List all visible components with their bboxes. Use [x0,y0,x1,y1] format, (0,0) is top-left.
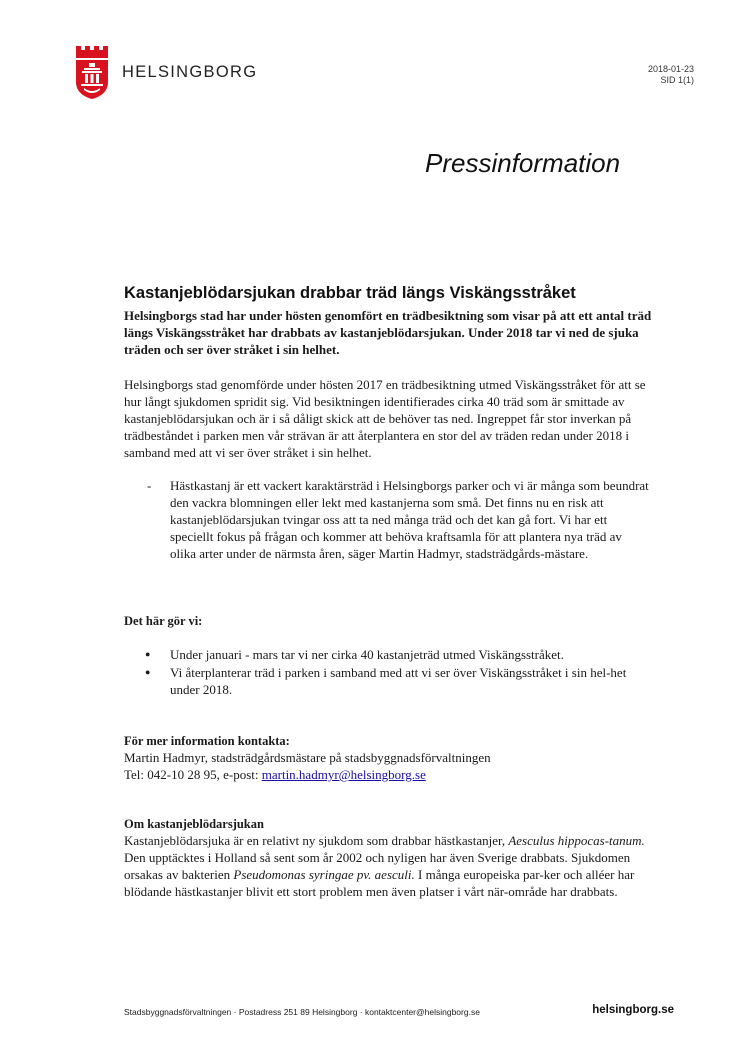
quote-dash: - [147,478,152,493]
about-latin-2: Pseudomonas syringae pv. aesculi. [233,867,415,882]
contact-phone-email [124,766,426,783]
contact-phone: Tel: 042-10 28 95, e-post: [124,767,262,782]
article-quote: Hästkastanj är ett vackert karaktärsträd i Helsingborgs parker och vi är många som beundrat den vackra blomningen eller lekt med kastanjerna som små. Det finns nu en risk att kastanjeblödarsjukan tvingar oss att ta ned många träd och det kan gå fort. Vi har ett speciellt fokus på frågan och kommer att behöva kraftsamla för att plantera nya träd av olika arter under de närmsta åren, säger Martin Hadmyr, stadsträdgårds-mästare. [170,478,649,561]
about-heading: Om kastanjeblödarsjukan [124,817,264,831]
document-meta [648,64,694,86]
contact-heading: För mer information kontakta: [124,734,290,748]
article-body-paragraph: Helsingborgs stad genomförde under hösten 2017 en trädbesiktning utmed Viskängsstråket för att se hur långt sjukdomen spridit sig. Vid besiktningen identifierades cirka 40 träd som är smittade av kastanjeblödarsjukan och är i så dåligt skick att de behöver tas ned. Ingreppet får stor inverkan på trädbeståndet i parken men vår strävan är att återplantera en stor del av träden redan under 2018 i samband med att vi ser över stråket i sin helhet. [124,377,646,460]
page-number: SID 1(1) [660,75,694,85]
document-type: Pressinformation [425,148,621,178]
bullet-icon: ● [145,667,151,677]
action-item: Vi återplanterar träd i parken i samband med att vi ser över Viskängsstråket i sin hel-het under 2018. [170,665,627,697]
contact-name: Martin Hadmyr, stadsträdgårdsmästare på stadsbyggnadsförvaltningen [124,750,491,765]
contact-email-link[interactable]: martin.hadmyr@helsingborg.se [261,767,426,782]
actions-heading: Det här gör vi: [124,614,203,628]
about-text-1: Kastanjeblödarsjuka är en relativt ny sjukdom som drabbar hästkastanjer, [124,833,509,848]
brand-name: HELSINGBORG [122,63,258,81]
about-text-2: Den upptäcktes i Holland så sent som år 2002 och nyligen har även Sverige drabbats. Sjukdomen orsakas av bakterien [124,850,631,882]
footer-website: helsingborg.se [592,1004,674,1016]
helsingborg-crown-logo-icon [74,44,110,100]
about-paragraph [124,832,652,900]
article-ingress: Helsingborgs stad har under hösten genomfört en trädbesiktning som visar på att ett antal träd längs Viskängsstråket har drabbats av kastanjeblödarsjukan. Under 2018 tar vi ned de sjuka träden och ser över stråket i sin helhet. [124,308,652,357]
about-text-3: I många europeiska par-ker och alléer har blödande hästkastanjer blivit ett stort problem men även platser i vårt när-område har drabbats. [124,867,635,899]
article-headline: Kastanjeblödarsjukan drabbar träd längs Viskängsstråket [124,284,576,302]
footer-address: Stadsbyggnadsförvaltningen · Postadress 251 89 Helsingborg · kontaktcenter@helsingborg.se [124,1007,480,1017]
action-item: Under januari - mars tar vi ner cirka 40 kastanjeträd utmed Viskängsstråket. [170,647,564,662]
document-date: 2018-01-23 [647,64,694,74]
about-latin-1: Aesculus hippocas-tanum. [508,833,645,848]
bullet-icon: ● [145,649,151,659]
